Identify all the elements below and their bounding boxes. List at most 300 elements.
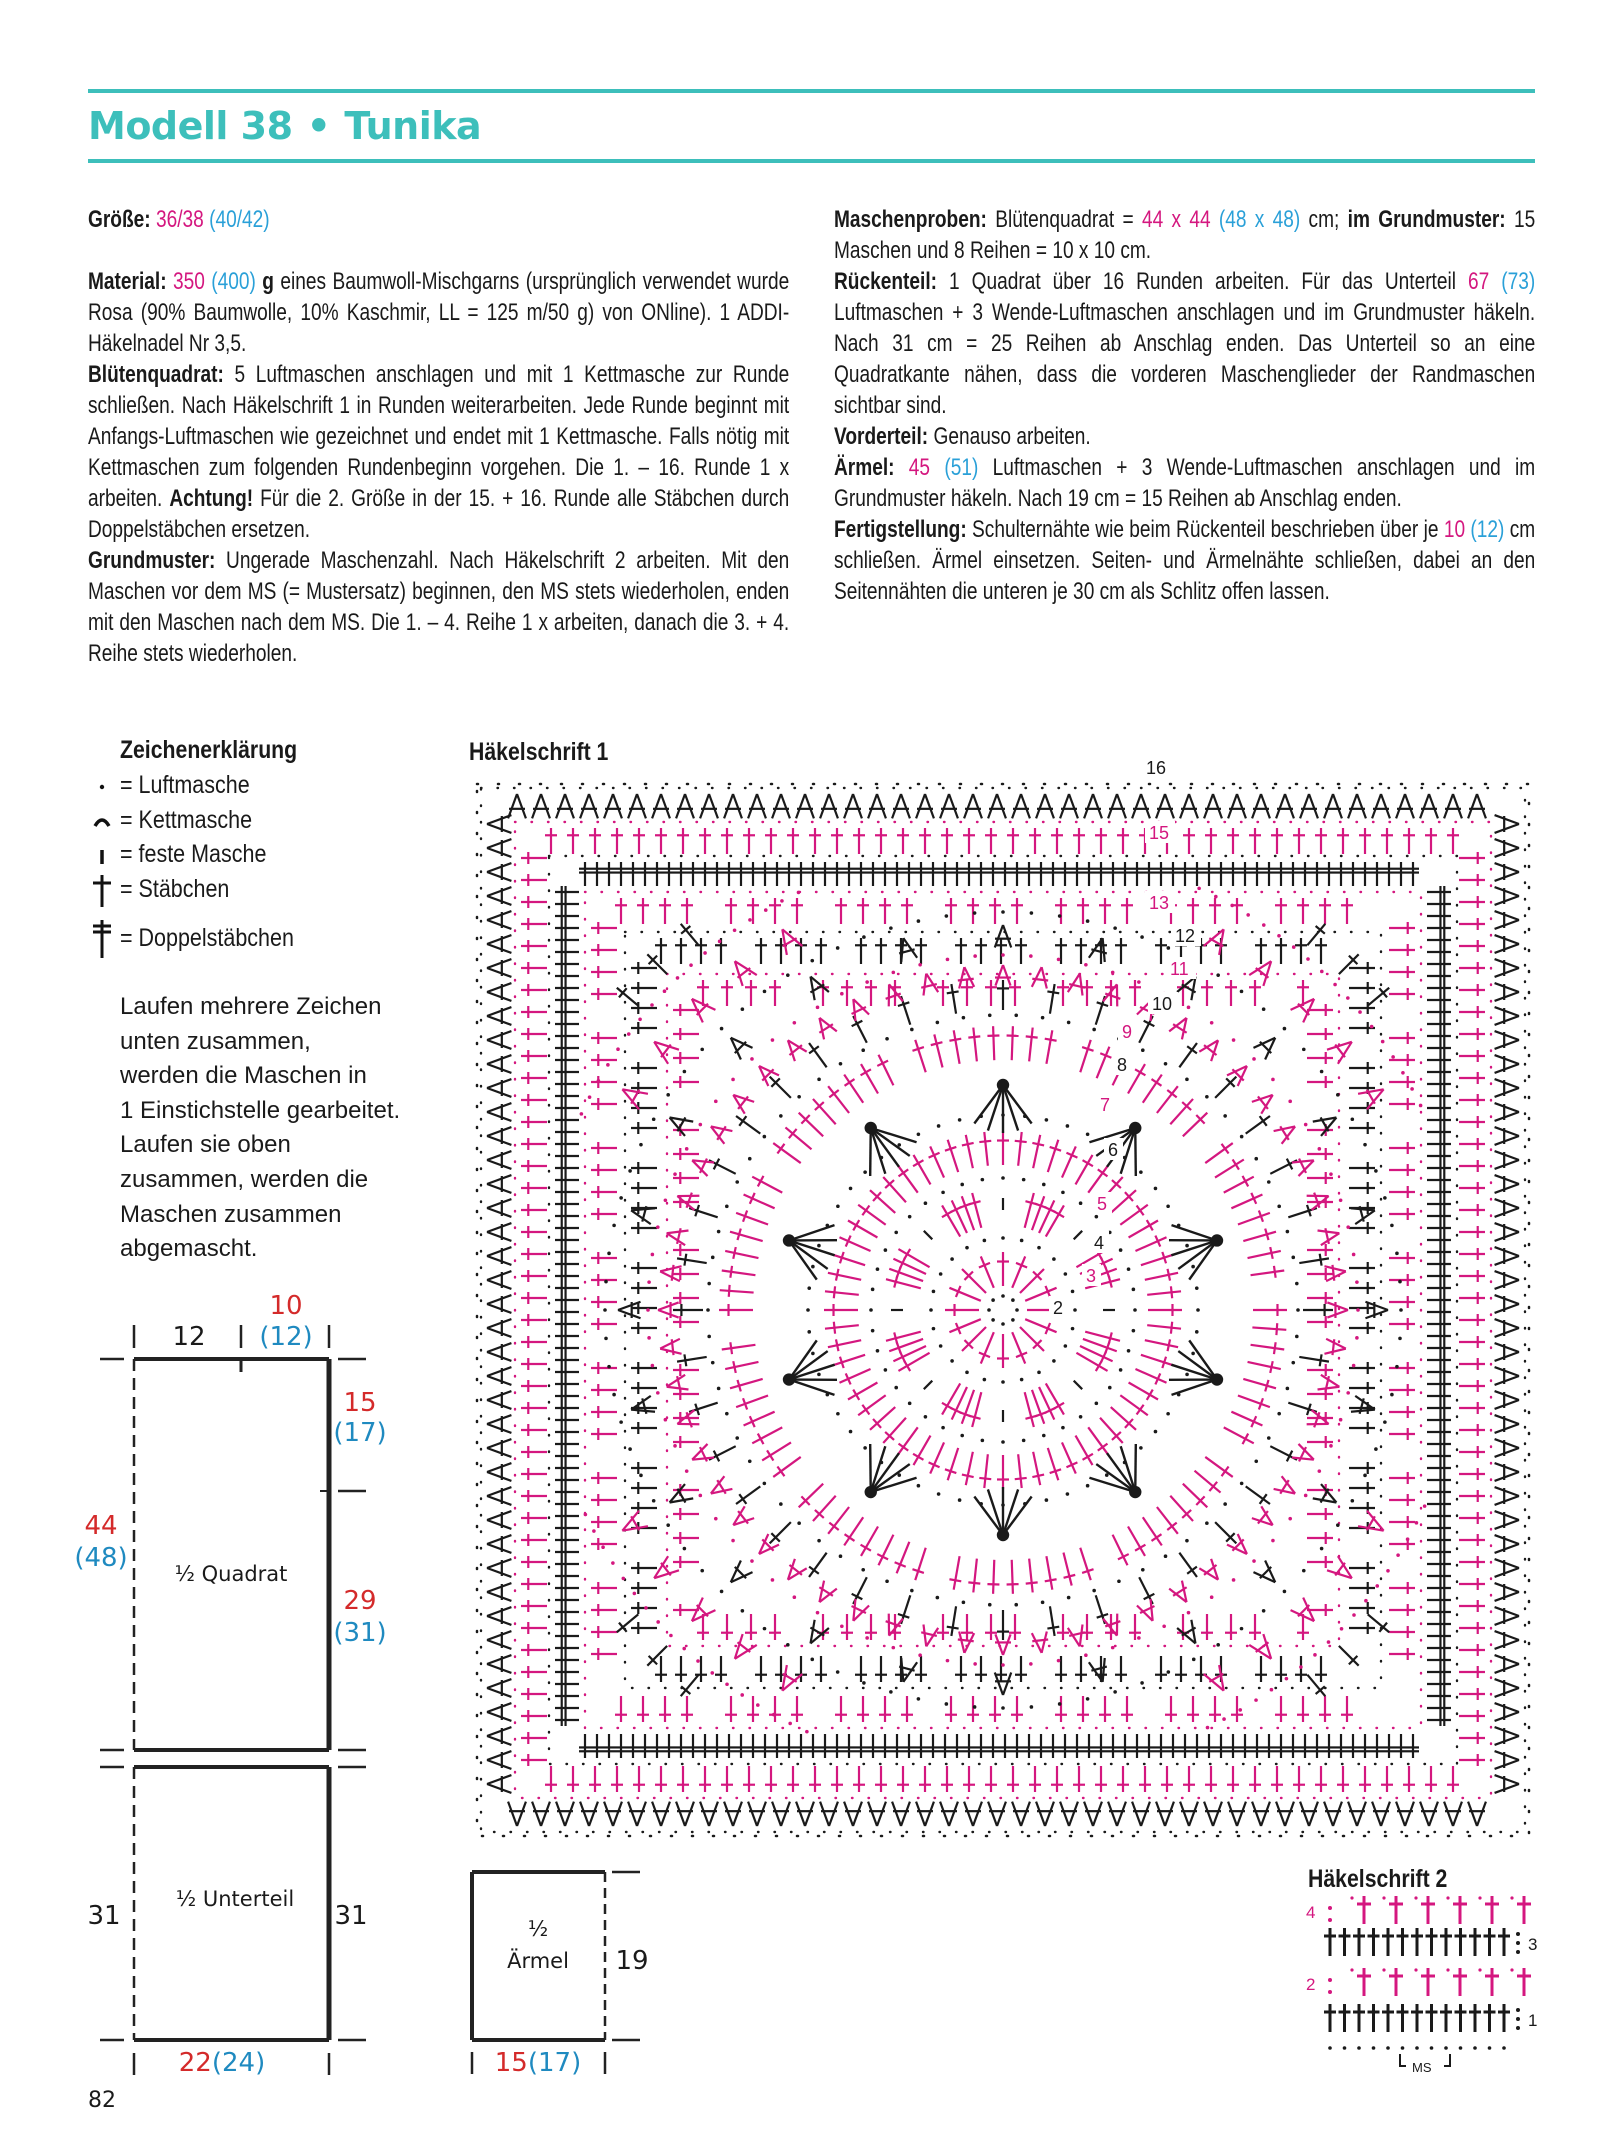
chain-dot xyxy=(924,1201,928,1205)
treble-stitch-mark xyxy=(759,1734,771,1758)
v-stitch-leg xyxy=(1141,794,1150,818)
v-stitch-leg xyxy=(1495,1760,1519,1769)
v-stitch-leg xyxy=(959,1631,964,1652)
double-stitch-mark xyxy=(1381,1766,1393,1792)
fan-stitch xyxy=(870,1444,871,1492)
treble-stitch-mark xyxy=(555,1042,579,1054)
treble-stitch-mark xyxy=(1427,1522,1451,1534)
v-stitch-leg xyxy=(1495,1400,1519,1409)
v-stitch-leg xyxy=(487,1487,511,1496)
treble-stitch-mark xyxy=(555,1606,579,1618)
v-stitch-mark xyxy=(1324,794,1342,818)
fan-stitch xyxy=(974,1085,1003,1124)
round-number-label: 13 xyxy=(1149,893,1170,913)
v-stitch-leg xyxy=(487,1319,511,1328)
treble-stitch-mark xyxy=(639,1734,651,1758)
v-stitch-leg xyxy=(1453,1802,1462,1826)
double-stitch-mark xyxy=(987,1560,999,1594)
chain-dot xyxy=(1320,970,1324,974)
double-stitch-mark xyxy=(1209,898,1221,924)
chain-dot xyxy=(862,1681,866,1685)
v-stitch-leg xyxy=(1204,794,1213,818)
double-stitch-mark xyxy=(1012,1332,1027,1363)
double-stitch-mark xyxy=(1403,828,1415,854)
chain-dot xyxy=(1370,1025,1374,1029)
treble-stitch-mark xyxy=(747,1734,759,1758)
v-stitch-mark xyxy=(631,1396,655,1414)
double-stitch-mark xyxy=(889,1339,923,1353)
double-stitch-mark xyxy=(1389,1076,1415,1088)
treble-stitch-mark xyxy=(1427,1030,1451,1042)
size1-value: 350 xyxy=(166,268,205,295)
chain-dot xyxy=(1240,1135,1244,1139)
v-stitch-leg xyxy=(1357,1802,1366,1826)
chain-dot xyxy=(1041,1016,1045,1020)
chain-dot xyxy=(731,1539,735,1543)
chain-dot xyxy=(1197,887,1201,891)
treble-stitch-mark xyxy=(555,1618,579,1630)
size1-value: 36/38 xyxy=(150,206,204,233)
chain-dot xyxy=(1113,926,1117,930)
double-stitch-mark xyxy=(744,1193,775,1208)
stitch-crossbar xyxy=(1025,1416,1037,1419)
treble-stitch-mark xyxy=(1427,1198,1451,1210)
v-stitch-mark xyxy=(892,1802,910,1826)
treble-stitch-mark xyxy=(987,1734,999,1758)
legend-note xyxy=(120,990,400,1267)
v-stitch-mark xyxy=(670,1117,694,1135)
stitch-stem xyxy=(915,1548,926,1580)
v-stitch-mark xyxy=(782,1665,802,1691)
double-stitch-mark xyxy=(1349,1262,1375,1274)
legend-item-slip xyxy=(90,803,274,837)
v-stitch-leg xyxy=(1495,848,1519,857)
v-stitch-leg xyxy=(580,1802,589,1826)
double-stitch-mark xyxy=(825,1322,859,1334)
v-stitch-leg xyxy=(660,1349,681,1354)
double-stitch-mark xyxy=(1020,1269,1044,1293)
treble-stitch-mark xyxy=(1299,862,1311,886)
v-stitch-leg xyxy=(1108,794,1117,818)
double-stitch-mark xyxy=(1459,1666,1485,1678)
chain-dot xyxy=(1318,1469,1322,1473)
treble-stitch-mark xyxy=(855,1734,867,1758)
v-stitch-leg xyxy=(1309,794,1318,818)
stitch-crossbar xyxy=(767,1450,773,1460)
double-stitch-mark xyxy=(521,1072,547,1084)
double-stitch-mark xyxy=(835,898,847,924)
chain-dot xyxy=(1240,1482,1244,1486)
double-stitch-mark xyxy=(755,938,767,964)
chain-dot xyxy=(1119,1248,1123,1252)
v-stitch-mark xyxy=(1204,1802,1222,1826)
v-stitch-mark xyxy=(810,977,828,1001)
double-stitch-mark xyxy=(1015,1656,1027,1682)
v-stitch-leg xyxy=(820,794,829,818)
v-stitch-leg xyxy=(1228,794,1237,818)
double-stitch-mark xyxy=(987,1026,999,1060)
double-stitch-mark xyxy=(722,1342,756,1354)
v-stitch-leg xyxy=(1495,824,1519,833)
v-stitch-leg xyxy=(1495,887,1519,896)
chain-dot xyxy=(1375,1584,1379,1588)
double-stitch-mark xyxy=(1227,828,1239,854)
treble-stitch-mark xyxy=(1251,1734,1263,1758)
chain-dot xyxy=(1286,1387,1290,1391)
v-stitch-leg xyxy=(487,1712,511,1721)
chain-dot xyxy=(748,1460,752,1464)
double-stitch-mark xyxy=(799,1484,823,1508)
v-stitch-leg xyxy=(508,1802,517,1826)
v-stitch-leg xyxy=(1069,794,1078,818)
double-stitch-mark xyxy=(591,1164,617,1176)
v-stitch-leg xyxy=(487,944,511,953)
v-stitch-leg xyxy=(1213,794,1222,818)
v-stitch-leg xyxy=(1326,1339,1346,1349)
double-stitch-mark xyxy=(1007,1560,1019,1594)
v-stitch-leg xyxy=(685,1802,694,1826)
size2-value: (400) xyxy=(204,268,256,295)
chain-dot xyxy=(945,914,949,918)
v-stitch-leg xyxy=(1495,1703,1519,1712)
instruction-text: 15 Maschen und 8 Reihen = 10 x 10 cm. xyxy=(834,206,1536,264)
v-stitch-leg xyxy=(1495,1712,1519,1721)
v-stitch-mark xyxy=(508,1802,526,1826)
stitch-crossbar xyxy=(969,1201,981,1204)
double-stitch-mark xyxy=(521,1116,547,1128)
treble-stitch-mark xyxy=(1359,1734,1371,1758)
double-stitch-mark xyxy=(913,1155,930,1184)
v-stitch-mark xyxy=(487,1463,511,1481)
treble-stitch-mark xyxy=(1371,1734,1383,1758)
chain-dot xyxy=(885,1579,889,1583)
double-stitch-mark xyxy=(1129,1220,1158,1237)
chain-dot xyxy=(1299,1665,1303,1669)
v-stitch-leg xyxy=(853,794,862,818)
chain-dot xyxy=(839,1062,843,1066)
double-stitch-mark xyxy=(985,1766,997,1792)
chain-dot xyxy=(696,1659,700,1663)
treble-stitch-mark xyxy=(1311,862,1323,886)
chain-row xyxy=(585,892,1421,1728)
chain-dot xyxy=(741,1609,745,1613)
treble-stitch-mark xyxy=(615,862,627,886)
double-stitch-mark xyxy=(1425,1766,1437,1792)
v-stitch-mark xyxy=(788,1559,807,1580)
double-stitch-mark xyxy=(1224,1427,1254,1444)
double-stitch-mark xyxy=(1315,938,1327,964)
stitch-stem xyxy=(799,1113,823,1137)
double-stitch-mark xyxy=(631,1362,657,1374)
chain-dot xyxy=(917,1697,921,1701)
v-stitch-leg xyxy=(923,1625,926,1647)
treble-stitch-mark xyxy=(771,862,783,886)
fan-knot xyxy=(1130,1123,1140,1133)
v-stitch-leg xyxy=(1405,794,1414,818)
double-stitch-mark xyxy=(1051,828,1063,854)
fan-stitch xyxy=(974,1496,1003,1535)
stitch-stem xyxy=(924,1231,932,1239)
treble-stitch-mark xyxy=(1427,1426,1451,1438)
double-stitch-mark xyxy=(1297,898,1309,924)
double-stitch-mark xyxy=(828,1269,861,1281)
v-stitch-mark xyxy=(1253,1560,1275,1582)
treble-stitch-mark xyxy=(555,1702,579,1714)
double-stitch-mark xyxy=(1349,1422,1375,1434)
v-stitch-leg xyxy=(1495,1616,1519,1625)
legend-note-line: Laufen mehrere Zeichen xyxy=(120,993,382,1020)
chain-dot xyxy=(1119,1368,1123,1372)
double-stitch-mark xyxy=(1307,1556,1333,1568)
chain-dot xyxy=(1095,1402,1099,1406)
chain-dot xyxy=(656,1225,660,1229)
chain-dot xyxy=(1355,1280,1359,1284)
chain-dot xyxy=(1023,1114,1027,1118)
v-stitch-mark xyxy=(1300,1802,1318,1826)
square-height-size1: 44 xyxy=(84,1511,118,1541)
v-stitch-leg xyxy=(604,1802,613,1826)
chain-dot xyxy=(1084,963,1088,967)
chain-dot xyxy=(885,1037,889,1041)
double-stitch-mark xyxy=(521,1028,547,1040)
double-stitch-mark xyxy=(1032,1196,1046,1230)
v-stitch-mark xyxy=(1495,1583,1519,1601)
double-stitch-mark xyxy=(1249,980,1261,1006)
stitch-stem xyxy=(839,1237,870,1251)
round-number-label: 8 xyxy=(1117,1055,1128,1075)
single-stitch-mark xyxy=(1074,1231,1082,1239)
double-stitch-mark xyxy=(631,1262,657,1274)
double-stitch-mark xyxy=(1459,896,1485,908)
legend-note-line: Laufen sie oben xyxy=(120,1131,291,1159)
chain-dot xyxy=(924,1415,928,1419)
v-stitch-leg xyxy=(487,848,511,857)
instruction-paragraph xyxy=(88,266,789,359)
stitch-stem xyxy=(828,1340,861,1347)
chain-dot xyxy=(735,1180,739,1184)
v-stitch-mark xyxy=(1495,1751,1519,1769)
double-stitch-mark xyxy=(975,1656,987,1682)
v-stitch-leg xyxy=(916,1802,925,1826)
double-stitch-mark xyxy=(1459,1072,1485,1084)
v-stitch-mark xyxy=(1032,967,1048,988)
diagram1-title: Häkelschrift 1 xyxy=(469,738,609,766)
v-stitch-leg xyxy=(1321,1375,1339,1387)
chain-dot xyxy=(1079,1201,1083,1205)
chain-dot xyxy=(840,992,844,996)
treble-stitch-mark xyxy=(1427,946,1451,958)
v-stitch-leg xyxy=(487,1520,511,1529)
double-stitch-mark xyxy=(770,1077,791,1098)
stitch-crossbar xyxy=(1168,1269,1170,1281)
double-stitch-mark xyxy=(963,1766,975,1792)
v-stitch-mark xyxy=(1108,794,1126,818)
treble-stitch-mark xyxy=(867,862,879,886)
double-stitch-mark xyxy=(765,828,777,854)
treble-stitch-mark xyxy=(1427,1270,1451,1282)
v-stitch-leg xyxy=(1495,1040,1519,1049)
fan-stitch xyxy=(789,1240,835,1255)
double-stitch-mark xyxy=(1459,1534,1485,1546)
double-stitch-mark xyxy=(1080,1548,1093,1580)
double-stitch-mark xyxy=(1368,988,1389,1006)
stitch-stem xyxy=(848,1221,877,1238)
double-stitch-mark xyxy=(725,1361,758,1373)
legend-note-line: zusammen, werden die xyxy=(120,1165,369,1193)
treble-stitch-mark xyxy=(555,1282,579,1294)
instruction-text: eines Baumwoll-Mischgarns (ursprünglich verwendet wurde Rosa (90% Baumwolle, 10% Kaschmir, LL = 125 m/50 g) von ONline). 1 ADDI-Häkelnadel Nr 3,5. xyxy=(88,268,790,357)
double-stitch-mark xyxy=(815,1656,827,1682)
treble-stitch-mark xyxy=(759,862,771,886)
v-stitch-leg xyxy=(926,1628,938,1646)
legend-label: = Kettmasche xyxy=(120,805,253,834)
chain-dot xyxy=(1396,1553,1400,1557)
chain-dot xyxy=(1339,1418,1343,1422)
double-stitch-mark xyxy=(521,962,547,974)
treble-stitch-mark xyxy=(1371,862,1383,886)
treble-stitch-mark xyxy=(1287,1734,1299,1758)
v-stitch-mark xyxy=(1495,1511,1519,1529)
double-stitch-mark xyxy=(1062,1146,1077,1177)
v-stitch-mark xyxy=(1177,1620,1195,1644)
chain-dot xyxy=(1267,1436,1271,1440)
double-stitch-mark xyxy=(659,898,671,924)
double-stitch-mark xyxy=(1095,1766,1107,1792)
v-stitch-mark xyxy=(1084,1802,1102,1826)
v-stitch-leg xyxy=(660,1266,681,1271)
double-stitch-mark xyxy=(1095,828,1107,854)
treble-stitch-mark xyxy=(699,1734,711,1758)
treble-stitch-mark xyxy=(1311,1734,1323,1758)
v-stitch-leg xyxy=(844,794,853,818)
treble-stitch-mark xyxy=(1347,862,1359,886)
v-stitch-mark xyxy=(1495,1271,1519,1289)
chain-dot xyxy=(869,1308,873,1312)
double-stitch-mark xyxy=(985,828,997,854)
double-stitch-mark xyxy=(1459,1204,1485,1216)
section-label: Größe: xyxy=(88,206,151,233)
double-stitch-mark xyxy=(1115,1656,1127,1682)
double-stitch-mark xyxy=(875,938,887,964)
v-stitch-leg xyxy=(1348,1802,1357,1826)
instruction-text: Für die 2. Größe in der 15. + 16. Runde alle Stäbchen durch Doppelstäbchen ersetzen. xyxy=(88,485,790,543)
v-stitch-mark xyxy=(652,794,670,818)
chain-dot xyxy=(1057,958,1061,962)
stitch-stem xyxy=(1251,1270,1285,1275)
v-stitch-mark xyxy=(1495,1247,1519,1265)
stitch-stem xyxy=(1097,1047,1110,1079)
double-stitch-mark xyxy=(591,1604,617,1616)
double-stitch-mark xyxy=(1271,1766,1283,1792)
v-stitch-mark xyxy=(711,1126,733,1143)
chain-dot xyxy=(1001,910,1005,914)
instruction-text: Luftmaschen + 3 Wende-Luftmaschen anschlagen und im Grundmuster häkeln. Nach 19 cm = 15 Reihen ab Anschlag enden. xyxy=(834,454,1536,512)
treble-stitch-mark xyxy=(639,862,651,886)
treble-stitch-mark xyxy=(1107,862,1119,886)
section-label: g xyxy=(255,268,274,295)
v-stitch-mark xyxy=(1495,1223,1519,1241)
treble-stitch-mark xyxy=(1395,862,1407,886)
stitch-crossbar xyxy=(1320,1354,1322,1366)
double-stitch-mark xyxy=(1007,1026,1019,1060)
chain-dot xyxy=(685,1469,689,1473)
chain-dot xyxy=(918,963,922,967)
double-stitch-mark xyxy=(1255,1656,1267,1682)
treble-stitch-mark xyxy=(555,970,579,982)
chain-dot xyxy=(1154,1430,1158,1434)
v-stitch-leg xyxy=(487,1424,511,1433)
chain-dot xyxy=(707,1282,711,1286)
stitch-stem xyxy=(828,1273,861,1280)
chain-dot xyxy=(1162,1625,1166,1629)
double-stitch-mark xyxy=(1145,1339,1178,1351)
stitch-stem xyxy=(1048,1140,1059,1172)
double-stitch-mark xyxy=(673,1304,703,1316)
stitch-stem xyxy=(948,1140,959,1172)
double-stitch-mark xyxy=(709,1159,736,1174)
chain-dot xyxy=(1137,980,1141,984)
chain-dot xyxy=(1167,946,1171,950)
double-stitch-mark xyxy=(875,1766,887,1792)
fan-knot xyxy=(866,1123,876,1133)
fan-stitch xyxy=(871,1128,917,1142)
double-stitch-mark xyxy=(709,1446,736,1461)
double-stitch-mark xyxy=(1231,1412,1262,1427)
stitch-crossbar xyxy=(739,1116,746,1126)
v-stitch-mark xyxy=(487,887,511,905)
treble-stitch-mark xyxy=(1347,1734,1359,1758)
treble-stitch-mark xyxy=(1427,1378,1451,1390)
stitch-stem xyxy=(825,1291,859,1295)
chain-dot xyxy=(1058,914,1062,918)
treble-stitch-mark xyxy=(879,862,891,886)
chain-dot xyxy=(1185,1539,1189,1543)
chain-dot xyxy=(960,1183,964,1187)
v-stitch-leg xyxy=(1429,794,1438,818)
chain-dot xyxy=(965,1371,969,1375)
stitch-crossbar xyxy=(845,1079,855,1086)
stitch-stem xyxy=(1147,1325,1181,1329)
treble-stitch-mark xyxy=(1427,994,1451,1006)
chain-dot xyxy=(1254,1460,1258,1464)
double-stitch-mark xyxy=(945,1448,958,1480)
stitch-crossbar xyxy=(1045,1039,1057,1041)
v-stitch-mark xyxy=(1036,1802,1054,1826)
double-stitch-mark xyxy=(521,896,547,908)
stitch-stem xyxy=(848,1383,877,1400)
chain-dot xyxy=(683,1070,687,1074)
treble-stitch-mark xyxy=(687,1734,699,1758)
v-stitch-leg xyxy=(613,794,622,818)
treble-stitch-mark xyxy=(1427,1162,1451,1174)
chain-dot xyxy=(1283,1590,1287,1594)
v-stitch-leg xyxy=(1021,1802,1030,1826)
v-stitch-leg xyxy=(1327,1310,1348,1318)
v-stitch-mark xyxy=(1089,1658,1107,1682)
v-stitch-leg xyxy=(1495,1535,1519,1544)
double-stitch-mark xyxy=(681,898,693,924)
stitch-stem xyxy=(1135,1369,1166,1383)
double-stitch-mark xyxy=(1055,938,1067,964)
v-stitch-leg xyxy=(1351,1410,1375,1412)
chain-dot xyxy=(958,1118,962,1122)
stitch-crossbar xyxy=(809,1567,819,1574)
v-stitch-leg xyxy=(667,1230,689,1233)
chain-dot xyxy=(1108,1386,1112,1390)
v-stitch-mark xyxy=(1137,1599,1155,1621)
chain-dot xyxy=(917,1484,921,1488)
stitch-crossbar xyxy=(735,1042,746,1053)
